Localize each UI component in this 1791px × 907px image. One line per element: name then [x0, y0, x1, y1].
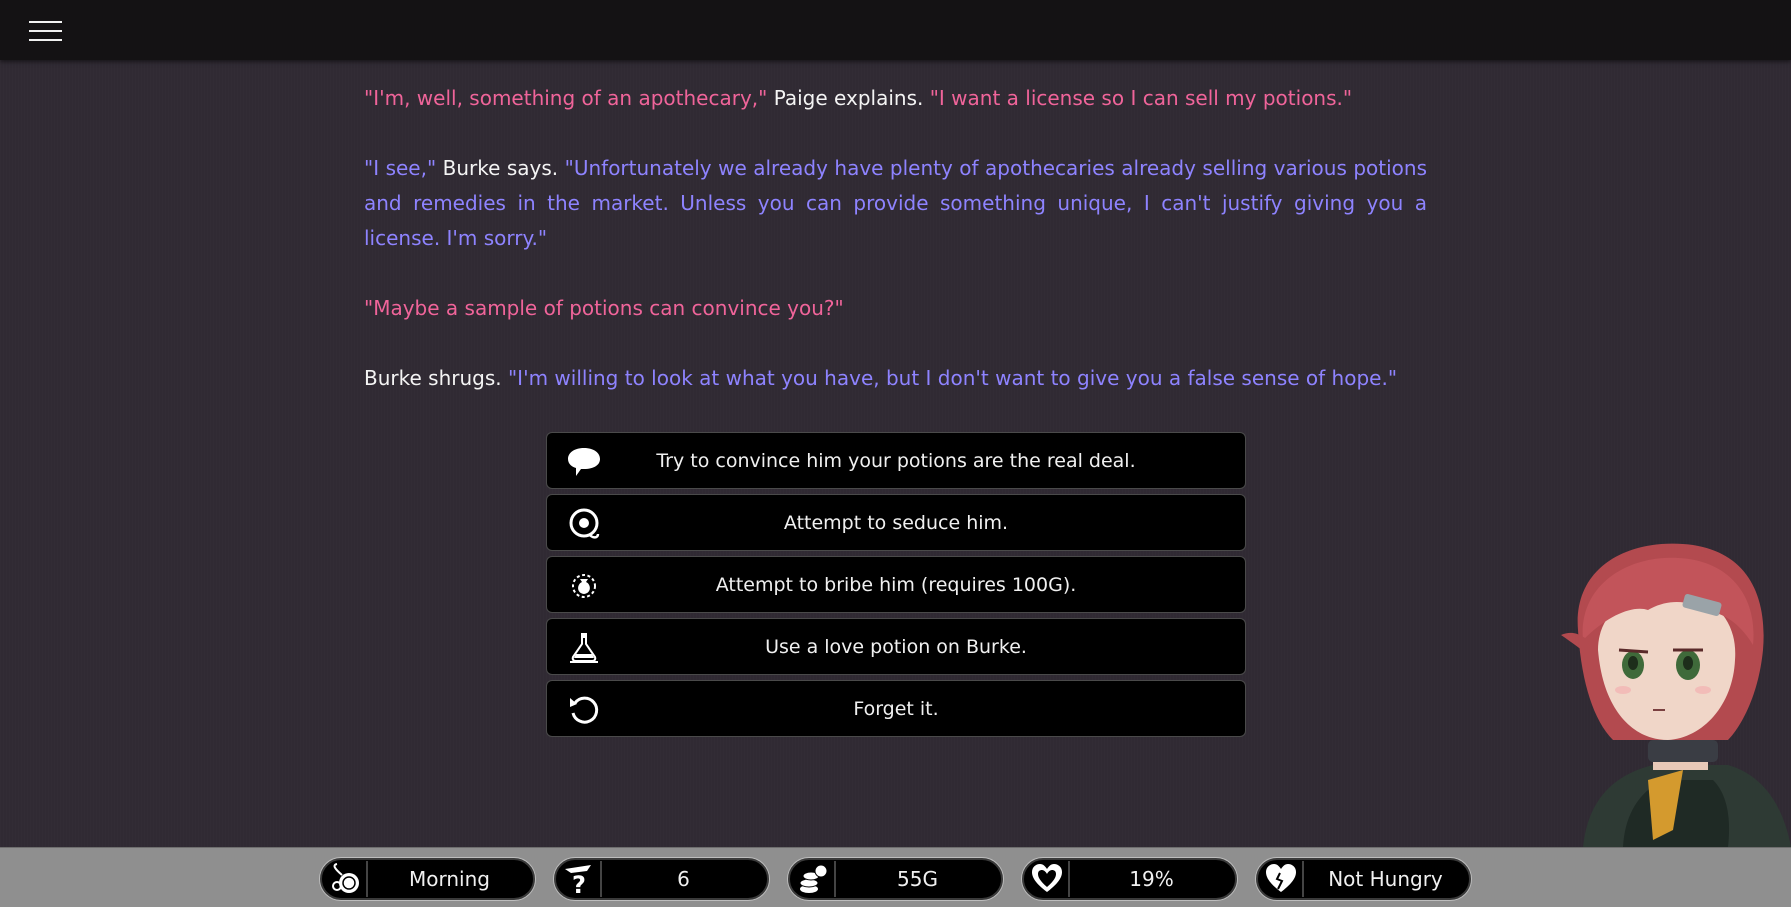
hunger-value: Not Hungry	[1328, 867, 1443, 891]
day-value: 6	[677, 867, 690, 891]
choice-label: Forget it.	[853, 697, 939, 720]
status-bar	[0, 847, 1791, 907]
choice-love-potion-button[interactable]	[546, 618, 1246, 675]
paige-portrait	[1553, 540, 1791, 847]
story-text	[364, 81, 1427, 431]
potion-flask-icon	[567, 631, 601, 665]
top-bar	[0, 0, 1791, 60]
money-bag-icon	[567, 569, 601, 603]
choice-label: Try to convince him your potions are the real deal.	[656, 449, 1136, 472]
choice-label: Use a love potion on Burke.	[765, 635, 1027, 658]
choice-forget-button[interactable]	[546, 680, 1246, 737]
love-stat	[1022, 858, 1237, 900]
gold-value: 55G	[897, 867, 938, 891]
choice-convince-button[interactable]	[546, 432, 1246, 489]
speech-bubble-icon	[567, 445, 601, 479]
day-stat	[554, 858, 769, 900]
heart-icon	[1026, 861, 1070, 897]
time-of-day-value: Morning	[409, 867, 490, 891]
choice-label: Attempt to bribe him (requires 100G).	[715, 573, 1077, 596]
story-paragraph	[364, 361, 1427, 396]
story-paragraph	[364, 81, 1427, 116]
narration: Burke says.	[436, 156, 565, 180]
story-paragraph	[364, 291, 1427, 326]
burke-dialogue: "I see,"	[364, 156, 437, 180]
narration: Paige explains.	[767, 86, 930, 110]
coins-icon	[792, 861, 836, 897]
hunger-stat	[1256, 858, 1471, 900]
burke-dialogue: "I'm willing to look at what you have, but I don't want to give you a false sense of hope."	[507, 366, 1398, 390]
choice-label: Attempt to seduce him.	[783, 511, 1009, 534]
story-paragraph	[364, 151, 1427, 256]
paige-dialogue: "Maybe a sample of potions can convince you?"	[364, 296, 844, 320]
paige-dialogue: "I want a license so I can sell my potions."	[929, 86, 1353, 110]
svg-text:?: ?	[572, 871, 586, 897]
burke-dialogue: "Unfortunately we already have plenty of apothecaries already selling various potions and remedies in the market. Unless you can provide something unique, I can't justify giving you a license. I'm sorry."	[364, 156, 1427, 250]
menu-icon[interactable]	[29, 20, 62, 42]
seduce-icon	[567, 507, 601, 541]
choice-seduce-button[interactable]	[546, 494, 1246, 551]
gold-stat	[788, 858, 1003, 900]
paige-dialogue: "I'm, well, something of an apothecary,"	[364, 86, 768, 110]
question-mark-icon	[558, 861, 602, 897]
time-of-day-stat	[320, 858, 535, 900]
undo-arrow-icon	[567, 693, 601, 727]
narration: Burke shrugs.	[364, 366, 508, 390]
broken-heart-icon	[1260, 861, 1304, 897]
choice-list	[546, 432, 1246, 742]
pocket-watch-icon	[324, 861, 368, 897]
love-value: 19%	[1129, 867, 1174, 891]
choice-bribe-button[interactable]	[546, 556, 1246, 613]
